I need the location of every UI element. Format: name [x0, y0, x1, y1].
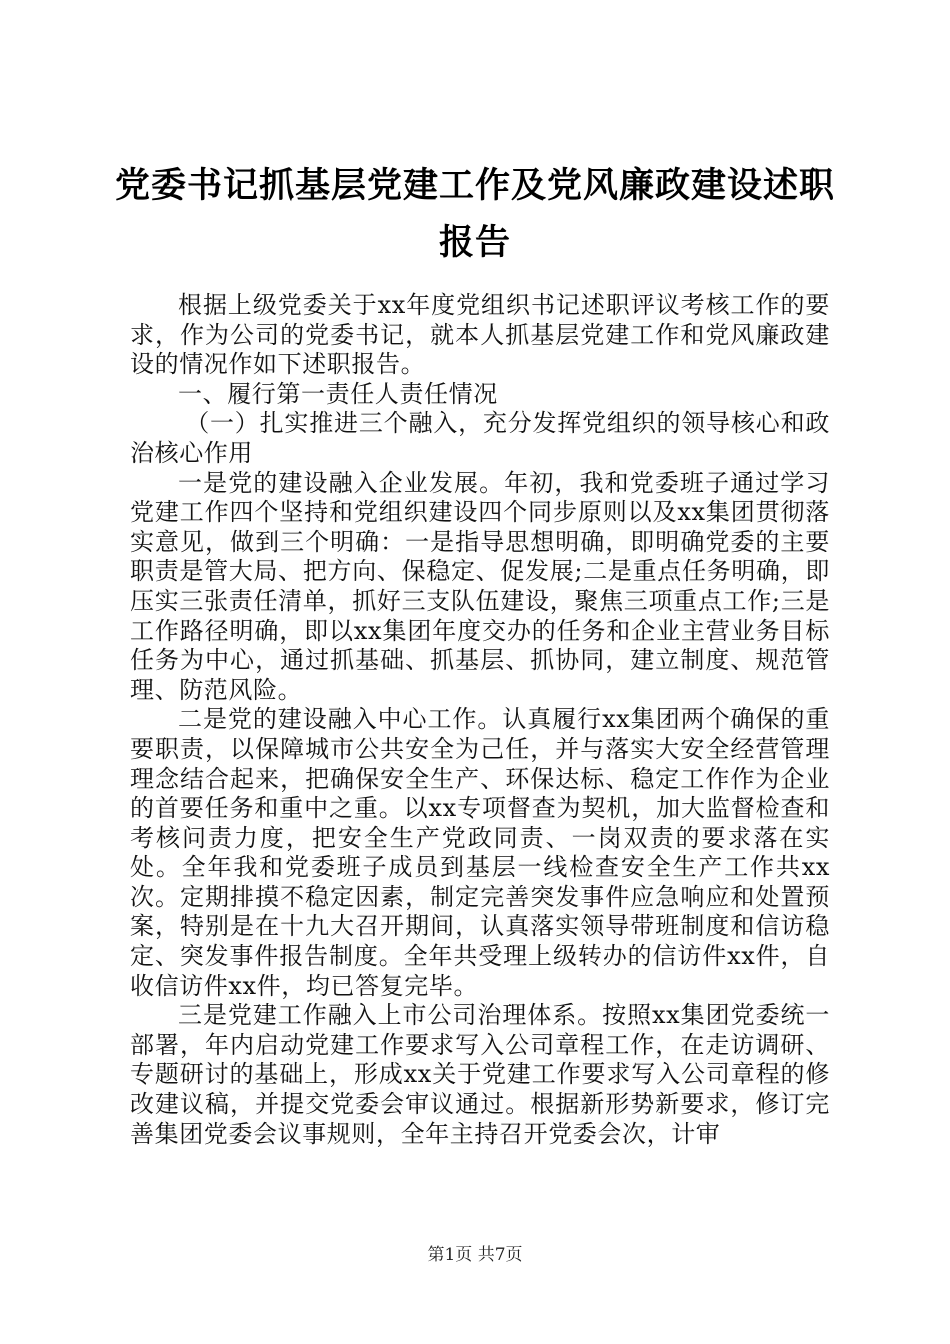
- section-heading: 一、履行第一责任人责任情况: [178, 379, 498, 408]
- page-footer: 第1页 共7页: [427, 1245, 523, 1265]
- paragraph-point-one: 一是党的建设融入企业发展。年初，我和党委班子通过学习党建工作四个坚持和党组织建设四个同步原则以及xx集团贯彻落实意见，做到三个明确：一是指导思想明确，即明确党委的主要职责是管大局、把方向、保稳定、促发展;二是重点任务明确，即压实三张责任清单，抓好三支队伍建设，聚焦三项重点工作;三是工作路径明确，即以xx集团年度交办的任务和企业主营业务目标任务为中心，通过抓基础、抓基层、抓协同，建立制度、规范管理、防范风险。: [130, 468, 830, 704]
- paragraph-point-three: 三是党建工作融入上市公司治理体系。按照xx集团党委统一部署，年内启动党建工作要求写入公司章程工作，在走访调研、专题研讨的基础上，形成xx关于党建工作要求写入公司章程的修改建议稿，并提交党委会审议通过。根据新形势新要求，修订完善集团党委会议事规则，全年主持召开党委会次，计审: [130, 1001, 830, 1148]
- subsection-heading: （一）扎实推进三个融入，充分发挥党组织的领导核心和政治核心作用: [130, 409, 830, 467]
- paragraph-point-two: 二是党的建设融入中心工作。认真履行xx集团两个确保的重要职责，以保障城市公共安全为己任，并与落实大安全经营管理理念结合起来，把确保安全生产、环保达标、稳定工作作为企业的首要任务和重中之重。以xx专项督查为契机，加大监督检查和考核问责力度，把安全生产党政同责、一岗双责的要求落在实处。全年我和党委班子成员到基层一线检查安全生产工作共xx次。定期排摸不稳定因素，制定完善突发事件应急响应和处置预案，特别是在十九大召开期间，认真落实领导带班制度和信访稳定、突发事件报告制度。全年共受理上级转办的信访件xx件，自收信访件xx件，均已答复完毕。: [130, 705, 830, 1000]
- document-title: 党委书记抓基层党建工作及党风廉政建设述职报告: [114, 166, 835, 263]
- document-body: [130, 291, 830, 1149]
- paragraph-intro: 根据上级党委关于xx年度党组织书记述职评议考核工作的要求，作为公司的党委书记，就本人抓基层党建工作和党风廉政建设的情况作如下述职报告。: [130, 291, 830, 379]
